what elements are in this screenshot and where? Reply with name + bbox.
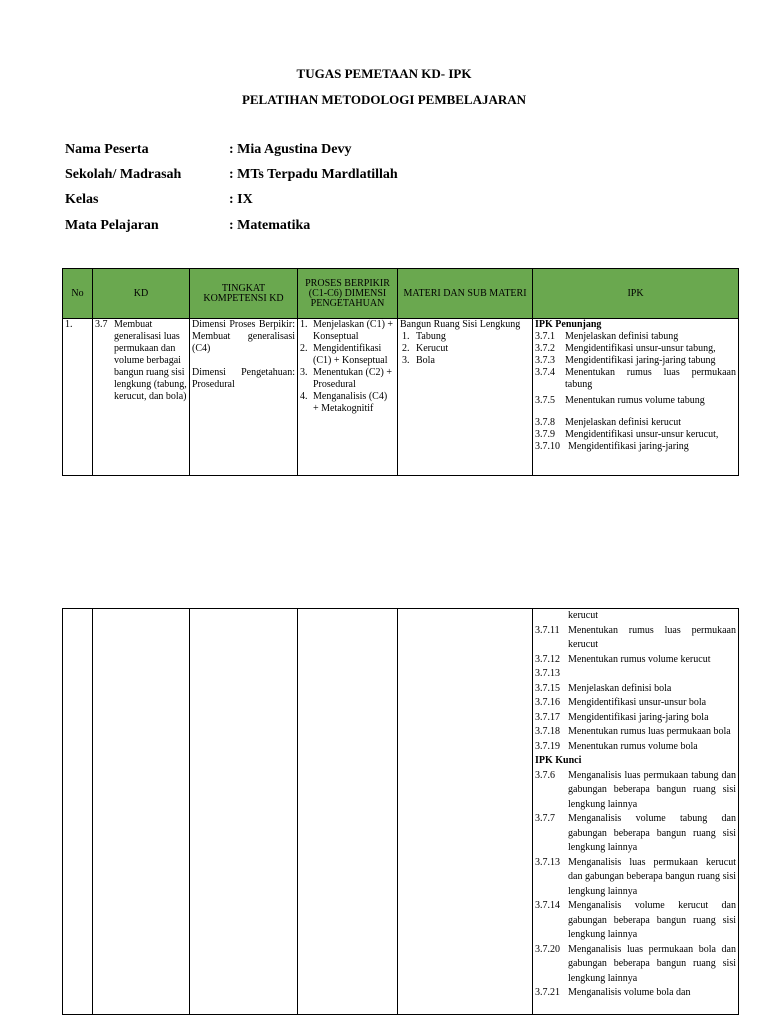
header-proses: PROSES BERPIKIR (C1-C6) DIMENSI PENGETAHUAN bbox=[298, 269, 398, 319]
ipk-item: 3.7.7 Menganalisis volume tabung dan gabungan beberapa bangun ruang sisi lengkung lainnya bbox=[535, 813, 736, 853]
kd-number: 3.7 bbox=[95, 319, 108, 330]
info-label: Mata Pelajaran bbox=[65, 218, 159, 233]
table-row bbox=[63, 609, 739, 1015]
ipk-item: 3.7.8 Menjelaskan definisi kerucut bbox=[535, 417, 682, 428]
document-title-line2: PELATIHAN METODOLOGI PEMBELAJARAN bbox=[241, 92, 527, 107]
ipk-item: 3.7.13 bbox=[535, 668, 560, 679]
ipk-item: 3.7.16 Mengidentifikasi unsur-unsur bola bbox=[535, 697, 707, 708]
ipk-item: 3.7.19 Menentukan rumus volume bola bbox=[535, 740, 698, 752]
ipk-item: 3.7.9 Mengidentifikasi unsur-unsur kerucut, bbox=[535, 429, 719, 440]
info-value: : Mia Agustina Devy bbox=[229, 142, 352, 157]
info-value: : IX bbox=[229, 192, 253, 207]
ipk-item: 3.7.1 Menjelaskan definisi tabung bbox=[535, 331, 679, 342]
ipk-kunci-label: IPK Kunci bbox=[535, 755, 582, 766]
ipk-item: 3.7.10 Mengidentifikasi jaring-jaring bbox=[535, 441, 689, 452]
ipk-item: 3.7.17 Mengidentifikasi jaring-jaring bola bbox=[535, 711, 709, 723]
cell-ipk bbox=[533, 319, 739, 476]
list-item: 3. Bola bbox=[402, 355, 435, 366]
ipk-item: 3.7.6 Menganalisis luas permukaan tabung dan gabungan beberapa bangun ruang sisi lengkung lainnya bbox=[535, 769, 736, 810]
ipk-item: 3.7.15 Menjelaskan definisi bola bbox=[535, 682, 672, 694]
list-item: 4. Menganalisis (C4) + Metakognitif bbox=[300, 391, 388, 414]
ipk-item: 3.7.4 Menentukan rumus luas permukaan tabung bbox=[535, 367, 736, 390]
ipk-item: 3.7.18 Menentukan rumus luas permukaan bola bbox=[535, 726, 731, 737]
header-kd: KD bbox=[93, 269, 190, 319]
cell-materi bbox=[398, 319, 533, 476]
materi-title: Bangun Ruang Sisi Lengkung bbox=[400, 319, 521, 330]
cell-no: 1. bbox=[63, 319, 93, 476]
info-label: Nama Peserta bbox=[65, 142, 149, 157]
list-item: 2. Mengidentifikasi (C1) + Konseptual bbox=[300, 343, 388, 366]
kd-ipk-table-page1 bbox=[62, 268, 739, 476]
cell-materi bbox=[398, 609, 533, 1015]
list-item: 3. Menentukan (C2) + Prosedural bbox=[300, 367, 392, 390]
header-tingkat: TINGKAT KOMPETENSI KD bbox=[190, 269, 298, 319]
ipk-item: 3.7.21 Menganalisis volume bola dan bbox=[535, 987, 691, 998]
ipk-item: 3.7.11 Menentukan rumus luas permukaan kerucut bbox=[535, 624, 736, 650]
kd-ipk-table-page2 bbox=[62, 608, 739, 1015]
info-value: : Matematika bbox=[229, 218, 311, 233]
ipk-continuation: kerucut bbox=[568, 610, 598, 621]
cell-ipk bbox=[533, 609, 739, 1015]
tingkat-pengetahuan: Dimensi Pengetahuan: Prosedural bbox=[192, 367, 295, 390]
ipk-item: 3.7.12 Menentukan rumus volume kerucut bbox=[535, 653, 711, 665]
ipk-item: 3.7.2 Mengidentifikasi unsur-unsur tabung, bbox=[535, 343, 716, 354]
cell-no bbox=[63, 609, 93, 1015]
cell-kd bbox=[93, 609, 190, 1015]
cell-tingkat bbox=[190, 609, 298, 1015]
info-label: Sekolah/ Madrasah bbox=[65, 167, 182, 182]
list-item: 1. Menjelaskan (C1) + Konseptual bbox=[300, 319, 394, 342]
ipk-item: 3.7.5 Menentukan rumus volume tabung bbox=[535, 395, 705, 406]
cell-proses bbox=[298, 319, 398, 476]
info-label: Kelas bbox=[65, 192, 99, 207]
info-value: : MTs Terpadu Mardlatillah bbox=[229, 167, 398, 182]
list-item: 1. Tabung bbox=[402, 331, 446, 342]
ipk-item: 3.7.20 Menganalisis luas permukaan bola dan gabungan beberapa bangun ruang sisi lengkung lainnya bbox=[535, 943, 736, 984]
header-no: No bbox=[63, 269, 93, 319]
list-item: 2. Kerucut bbox=[402, 343, 449, 354]
kd-text: Membuat generalisasi luas permukaan dan volume berbagai bangun ruang sisi lengkung (tabung, kerucut, dan bola) bbox=[114, 319, 187, 402]
tingkat-proses: Dimensi Proses Berpikir: Membuat generalisasi (C4) bbox=[192, 319, 295, 354]
ipk-item: 3.7.3 Mengidentifikasi jaring-jaring tabung bbox=[535, 355, 716, 366]
cell-tingkat bbox=[190, 319, 298, 476]
table-row bbox=[63, 319, 739, 476]
ipk-item: 3.7.13 Menganalisis luas permukaan kerucut dan gabungan beberapa bangun ruang sisi lengkung lainnya bbox=[535, 856, 736, 897]
cell-kd bbox=[93, 319, 190, 476]
ipk-penunjang-label: IPK Penunjang bbox=[535, 319, 602, 330]
cell-proses bbox=[298, 609, 398, 1015]
ipk-item: 3.7.14 Menganalisis volume kerucut dan gabungan beberapa bangun ruang sisi lengkung lainnya bbox=[535, 900, 736, 940]
header-materi: MATERI DAN SUB MATERI bbox=[398, 269, 533, 319]
header-ipk: IPK bbox=[533, 269, 739, 319]
document-title-line1: TUGAS PEMETAAN KD- IPK bbox=[296, 66, 472, 81]
